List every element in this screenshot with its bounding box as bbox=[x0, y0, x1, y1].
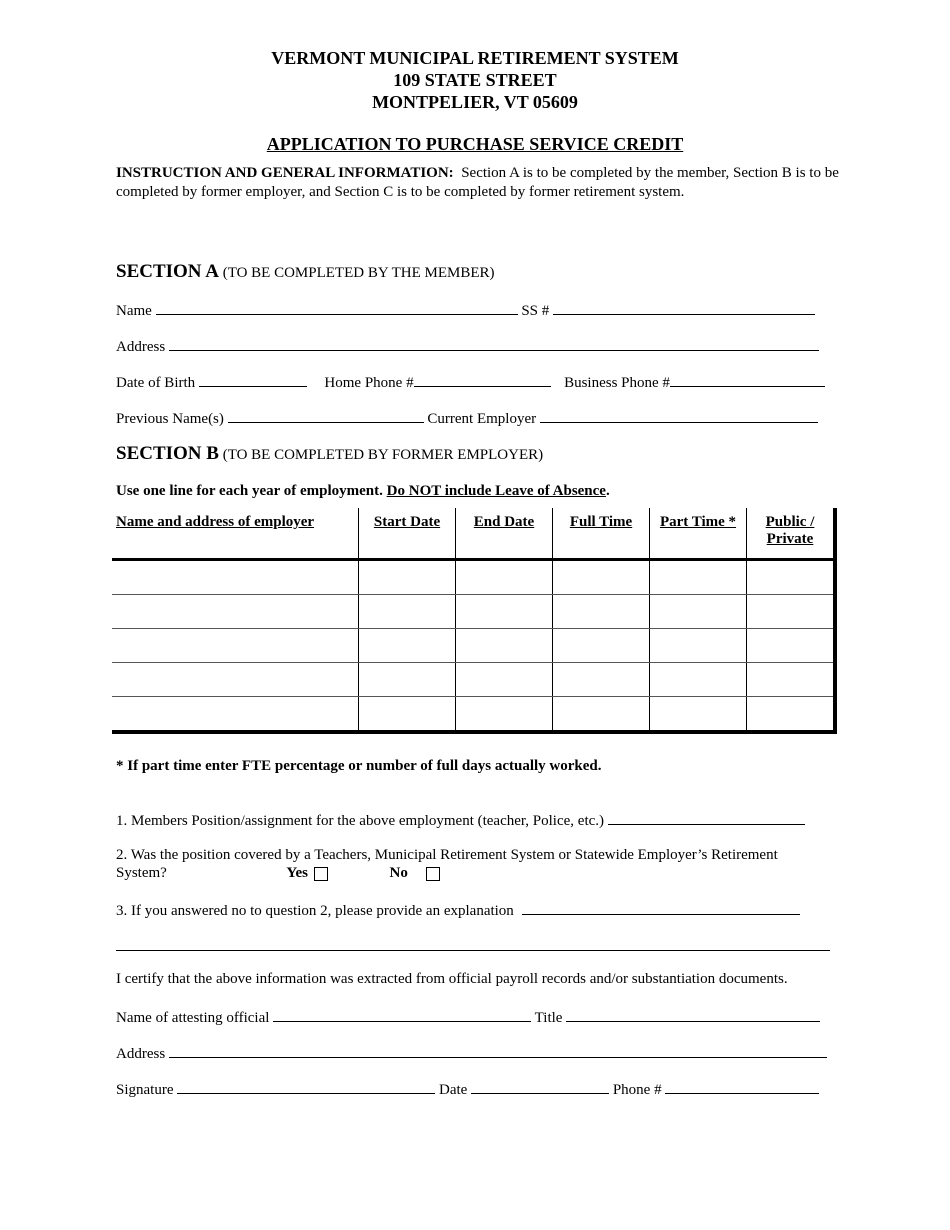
section-b-title: SECTION B bbox=[116, 443, 219, 464]
table-cell[interactable] bbox=[650, 697, 747, 733]
no-checkbox[interactable] bbox=[426, 867, 440, 881]
table-cell[interactable] bbox=[650, 663, 747, 697]
form-title: APPLICATION TO PURCHASE SERVICE CREDIT bbox=[266, 134, 684, 154]
table-cell[interactable] bbox=[553, 595, 650, 629]
col-part-time: Part Time * bbox=[650, 508, 747, 560]
section-b-heading bbox=[116, 443, 543, 465]
phone-field[interactable] bbox=[665, 1079, 819, 1094]
table-cell[interactable] bbox=[650, 560, 747, 595]
name-row bbox=[116, 300, 815, 320]
table-cell[interactable] bbox=[553, 629, 650, 663]
previous-names-label: Previous Name(s) bbox=[116, 411, 224, 427]
table-row bbox=[112, 595, 835, 629]
business-phone-label: Business Phone # bbox=[564, 375, 670, 391]
attesting-label: Name of attesting official bbox=[116, 1010, 270, 1026]
date-field[interactable] bbox=[471, 1079, 609, 1094]
address-field[interactable] bbox=[169, 336, 819, 351]
attesting-row bbox=[116, 1007, 820, 1027]
question-1-text: 1. Members Position/assignment for the above employment (teacher, Police, etc.) bbox=[116, 813, 605, 829]
table-cell[interactable] bbox=[747, 629, 836, 663]
home-phone-label: Home Phone # bbox=[324, 375, 414, 391]
table-cell[interactable] bbox=[112, 595, 359, 629]
question-3 bbox=[116, 900, 800, 920]
no-label: No bbox=[389, 865, 408, 881]
col-start-date: Start Date bbox=[359, 508, 456, 560]
table-cell[interactable] bbox=[456, 697, 553, 733]
part-time-footnote: * If part time enter FTE percentage or number of full days actually worked. bbox=[116, 758, 602, 774]
table-cell[interactable] bbox=[553, 560, 650, 595]
question-2 bbox=[116, 846, 778, 882]
date-label: Date bbox=[439, 1082, 468, 1098]
table-cell[interactable] bbox=[456, 629, 553, 663]
section-a-title: SECTION A bbox=[116, 261, 219, 282]
table-cell[interactable] bbox=[359, 595, 456, 629]
table-body bbox=[112, 560, 835, 733]
signature-field[interactable] bbox=[177, 1079, 435, 1094]
previous-names-row bbox=[116, 408, 818, 428]
title-field[interactable] bbox=[566, 1007, 820, 1022]
employer-address-field[interactable] bbox=[169, 1043, 827, 1058]
dob-phone-row bbox=[116, 372, 825, 392]
col-end-date: End Date bbox=[456, 508, 553, 560]
table-cell[interactable] bbox=[650, 595, 747, 629]
instructions-label: INSTRUCTION AND GENERAL INFORMATION: bbox=[116, 165, 454, 181]
certify-statement: I certify that the above information was extracted from official payroll records and/or substantiation documents. bbox=[116, 971, 788, 987]
address-row bbox=[116, 336, 819, 356]
question-2-text-cont: System? bbox=[116, 865, 167, 881]
section-a-heading bbox=[116, 261, 495, 283]
table-cell[interactable] bbox=[747, 595, 836, 629]
employer-address-row bbox=[116, 1043, 827, 1063]
name-label: Name bbox=[116, 303, 152, 319]
col-employer: Name and address of employer bbox=[112, 508, 359, 560]
col-full-time: Full Time bbox=[553, 508, 650, 560]
table-row bbox=[112, 697, 835, 733]
table-cell[interactable] bbox=[112, 697, 359, 733]
table-cell[interactable] bbox=[359, 663, 456, 697]
table-cell[interactable] bbox=[359, 697, 456, 733]
table-cell[interactable] bbox=[747, 697, 836, 733]
table-cell[interactable] bbox=[112, 663, 359, 697]
table-cell[interactable] bbox=[650, 629, 747, 663]
employment-note-end: . bbox=[605, 483, 610, 499]
table-cell[interactable] bbox=[112, 560, 359, 595]
org-street: 109 STATE STREET bbox=[393, 70, 557, 90]
instructions bbox=[116, 164, 841, 202]
current-employer-label: Current Employer bbox=[427, 411, 537, 427]
address-label: Address bbox=[116, 339, 166, 355]
name-field[interactable] bbox=[156, 300, 518, 315]
explanation-field-line-2[interactable] bbox=[116, 950, 830, 951]
table-cell[interactable] bbox=[747, 560, 836, 595]
employer-address-label: Address bbox=[116, 1046, 166, 1062]
home-phone-field[interactable] bbox=[414, 372, 551, 387]
table-cell[interactable] bbox=[359, 560, 456, 595]
dob-field[interactable] bbox=[199, 372, 307, 387]
explanation-field[interactable] bbox=[522, 900, 800, 915]
table-cell[interactable] bbox=[456, 560, 553, 595]
table-cell[interactable] bbox=[112, 629, 359, 663]
title-label: Title bbox=[534, 1010, 563, 1026]
table-cell[interactable] bbox=[747, 663, 836, 697]
table-cell[interactable] bbox=[553, 697, 650, 733]
org-city: MONTPELIER, VT 05609 bbox=[372, 92, 578, 112]
ss-label: SS # bbox=[521, 303, 550, 319]
question-3-text: 3. If you answered no to question 2, please provide an explanation bbox=[116, 903, 514, 919]
position-field[interactable] bbox=[608, 810, 805, 825]
business-phone-field[interactable] bbox=[670, 372, 825, 387]
table-row bbox=[112, 629, 835, 663]
section-b-subtitle: (TO BE COMPLETED BY FORMER EMPLOYER) bbox=[222, 447, 544, 463]
table-header-row bbox=[112, 508, 835, 560]
question-1 bbox=[116, 810, 805, 830]
table-cell[interactable] bbox=[456, 663, 553, 697]
table-cell[interactable] bbox=[456, 595, 553, 629]
org-name: VERMONT MUNICIPAL RETIREMENT SYSTEM bbox=[271, 48, 679, 68]
signature-label: Signature bbox=[116, 1082, 174, 1098]
section-a-subtitle: (TO BE COMPLETED BY THE MEMBER) bbox=[222, 265, 495, 281]
yes-checkbox[interactable] bbox=[314, 867, 328, 881]
attesting-field[interactable] bbox=[273, 1007, 531, 1022]
table-row bbox=[112, 663, 835, 697]
question-2-text: 2. Was the position covered by a Teachers, Municipal Retirement System or Statewide Employer’s Retirement bbox=[116, 847, 778, 863]
table-cell[interactable] bbox=[359, 629, 456, 663]
yes-label: Yes bbox=[286, 865, 309, 881]
ss-field[interactable] bbox=[553, 300, 815, 315]
employment-note-text: Use one line for each year of employment. bbox=[116, 483, 383, 499]
col-public-private: Public / Private bbox=[747, 508, 836, 560]
signature-row bbox=[116, 1079, 819, 1099]
current-employer-field[interactable] bbox=[540, 408, 818, 423]
phone-label: Phone # bbox=[612, 1082, 662, 1098]
table-row bbox=[112, 560, 835, 595]
instructions-text: Section A is to be completed by the member, Section B is to be completed by former employer, and Section C is to be completed by former retirement system. bbox=[116, 165, 839, 200]
previous-names-field[interactable] bbox=[228, 408, 424, 423]
employment-note bbox=[116, 483, 610, 500]
employment-note-warning: Do NOT include Leave of Absence bbox=[386, 483, 606, 499]
table-cell[interactable] bbox=[553, 663, 650, 697]
dob-label: Date of Birth bbox=[116, 375, 196, 391]
employment-table bbox=[112, 508, 837, 734]
